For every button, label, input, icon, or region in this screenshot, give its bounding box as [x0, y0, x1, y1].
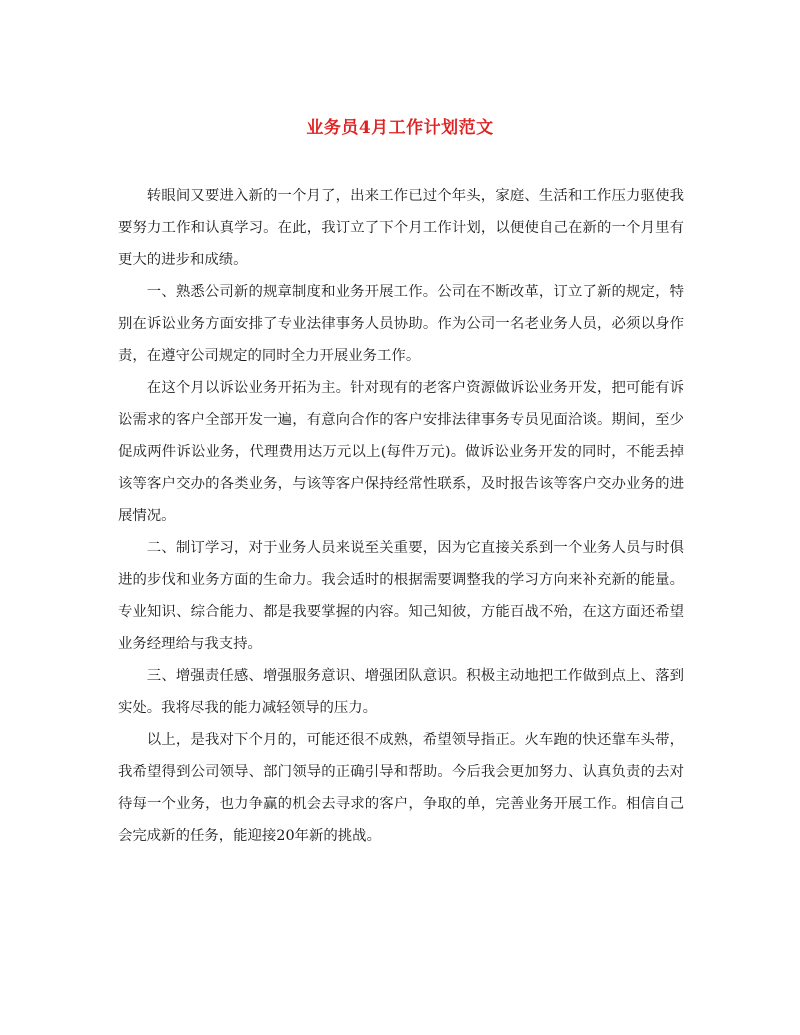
paragraph-conclusion: 以上，是我对下个月的，可能还很不成熟，希望领导指正。火车跑的快还靠车头带，我希望得到公司领导、部门领导的正确引导和帮助。今后我会更加努力、认真负责的去对待每一个业务，也力争赢的机会去寻求的客户，争取的单，完善业务开展工作。相信自己会完成新的任务，能迎接20年新的挑战。: [118, 732, 684, 844]
document-body: [118, 180, 684, 852]
paragraph-litigation: 在这个月以诉讼业务开拓为主。针对现有的老客户资源做诉讼业务开发，把可能有诉讼需求的客户全部开发一遍，有意向合作的客户安排法律事务专员见面洽谈。期间，至少促成两件诉讼业务，代理费用达万元以上(每件万元)。做诉讼业务开发的同时，不能丢掉该等客户交办的各类业务，与该等客户保持经常性联系，及时报告该等客户交办业务的进展情况。: [118, 380, 684, 524]
document-title: 业务员4月工作计划范文: [306, 118, 494, 138]
paragraph-rules: 一、熟悉公司新的规章制度和业务开展工作。公司在不断改革，订立了新的规定，特别在诉讼业务方面安排了专业法律事务人员协助。作为公司一名老业务人员，必须以身作责，在遵守公司规定的同时全力开展业务工作。: [118, 284, 684, 364]
paragraph-responsibility: 三、增强责任感、增强服务意识、增强团队意识。积极主动地把工作做到点上、落到实处。我将尽我的能力减轻领导的压力。: [118, 668, 684, 716]
paragraph-intro: 转眼间又要进入新的一个月了，出来工作已过个年头，家庭、生活和工作压力驱使我要努力工作和认真学习。在此，我订立了下个月工作计划，以便使自己在新的一个月里有更大的进步和成绩。: [118, 188, 684, 268]
paragraph-study: 二、制订学习，对于业务人员来说至关重要，因为它直接关系到一个业务人员与时俱进的步伐和业务方面的生命力。我会适时的根据需要调整我的学习方向来补充新的能量。专业知识、综合能力、都是我要掌握的内容。知己知彼，方能百战不殆，在这方面还希望业务经理给与我支持。: [118, 540, 684, 652]
